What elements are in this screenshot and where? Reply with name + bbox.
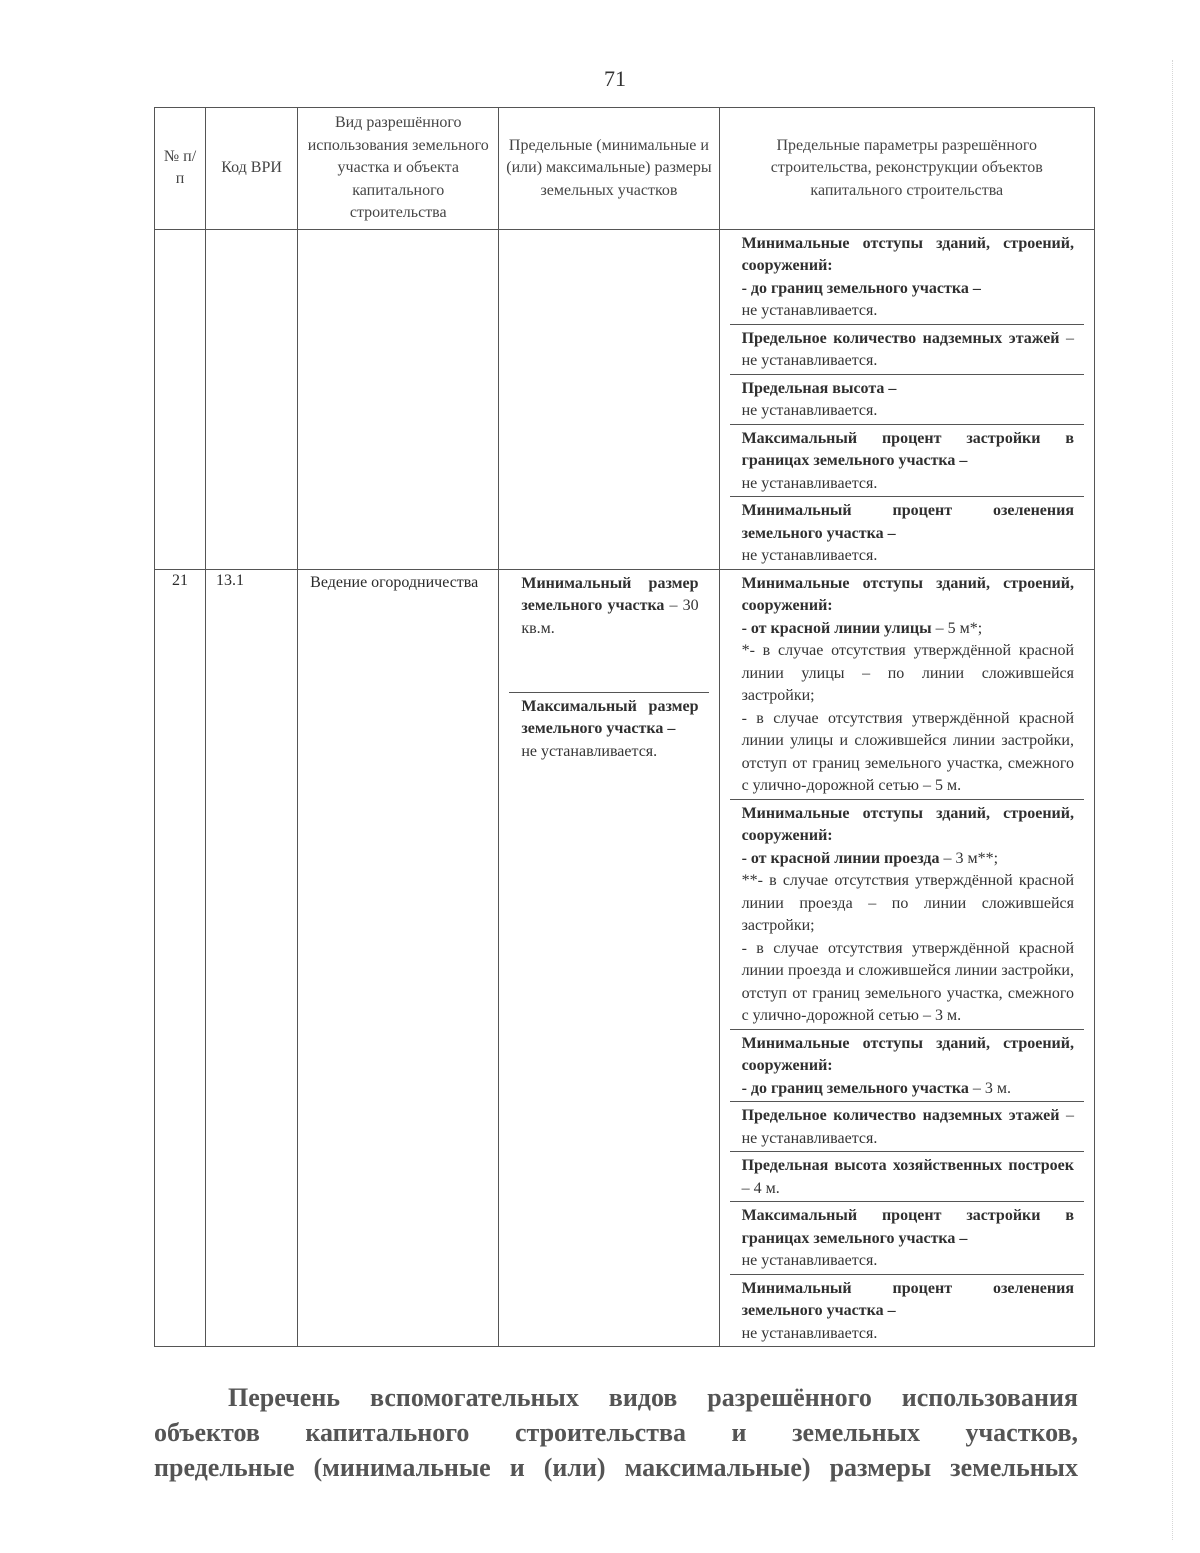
- table-header-row: [155, 108, 1095, 230]
- header-num: № п/п: [155, 108, 206, 230]
- row-code: 13.1: [206, 569, 298, 1347]
- param-block: Предельное количество надземных этажей – не устанавливается.: [730, 324, 1084, 374]
- header-type: Вид разрешённого использования земельного участка и объекта капитального строительства: [298, 108, 499, 230]
- params-cell: [719, 569, 1094, 1347]
- table-row-continuation: [155, 229, 1095, 569]
- param-block: Предельная высота хозяйственных построек – 4 м.: [730, 1151, 1084, 1201]
- regulations-table: [154, 107, 1095, 1347]
- param-block: Минимальные отступы зданий, строений, сооружений: - от красной линии улицы – 5 м*; *- в случае отсутствия утверждённой красной линии улицы – по линии сложившейся застройки; - в случае отсутствия утверждённой красной линии улицы и сложившейся линии застройки, отступ от границ земельного участка, смежного с улично-дорожной сетью – 5 м.: [741, 574, 1074, 794]
- param-block: Минимальные отступы зданий, строений, сооружений: - до границ земельного участка – не устанавливается.: [741, 234, 1074, 319]
- header-plot-size: Предельные (минимальные и (или) максимальные) размеры земельных участков: [499, 108, 719, 230]
- header-params: Предельные параметры разрешённого строительства, реконструкции объектов капитального строительства: [719, 108, 1094, 230]
- size-block: Максимальный размер земельного участка – не устанавливается.: [509, 692, 708, 765]
- param-block: Максимальный процент застройки в границах земельного участка – не устанавливается.: [730, 1201, 1084, 1274]
- section-title-line: объектов капитального строительства и земельных участков,: [154, 1418, 1078, 1447]
- size-block: Минимальный размер земельного участка – 30 кв.м.: [521, 574, 699, 637]
- header-code: Код ВРИ: [206, 108, 298, 230]
- scan-edge-line: [1172, 60, 1174, 1540]
- section-title: [154, 1380, 1078, 1485]
- param-block: Минимальные отступы зданий, строений, сооружений: - от красной линии проезда – 3 м**; **- в случае отсутствия утверждённой красной линии проезда – по линии сложившейся застройки; - в случае отсутствия утверждённой красной линии проезда и сложившейся линии застройки, отступ от границ земельного участка, смежного с улично-дорожной сетью – 3 м.: [730, 799, 1084, 1029]
- param-block: Предельная высота – не устанавливается.: [730, 374, 1084, 424]
- section-title-line: Перечень вспомогательных видов разрешённого использования: [228, 1383, 1078, 1412]
- sizes-cell: [499, 569, 719, 1347]
- param-block: Максимальный процент застройки в границах земельного участка – не устанавливается.: [730, 424, 1084, 497]
- row-type: Ведение огородничества: [298, 569, 499, 1347]
- param-block: Минимальный процент озеленения земельного участка – не устанавливается.: [730, 1274, 1084, 1347]
- param-block: Минимальные отступы зданий, строений, сооружений: - до границ земельного участка – 3 м.: [730, 1029, 1084, 1102]
- table-row-21: [155, 569, 1095, 1347]
- section-title-line: предельные (минимальные и (или) максимальные) размеры земельных: [154, 1453, 1078, 1482]
- page-number: 71: [604, 66, 626, 91]
- params-cell: [719, 229, 1094, 569]
- param-block: Минимальный процент озеленения земельного участка – не устанавливается.: [730, 496, 1084, 569]
- row-number: 21: [155, 569, 206, 1347]
- param-block: Предельное количество надземных этажей – не устанавливается.: [730, 1101, 1084, 1151]
